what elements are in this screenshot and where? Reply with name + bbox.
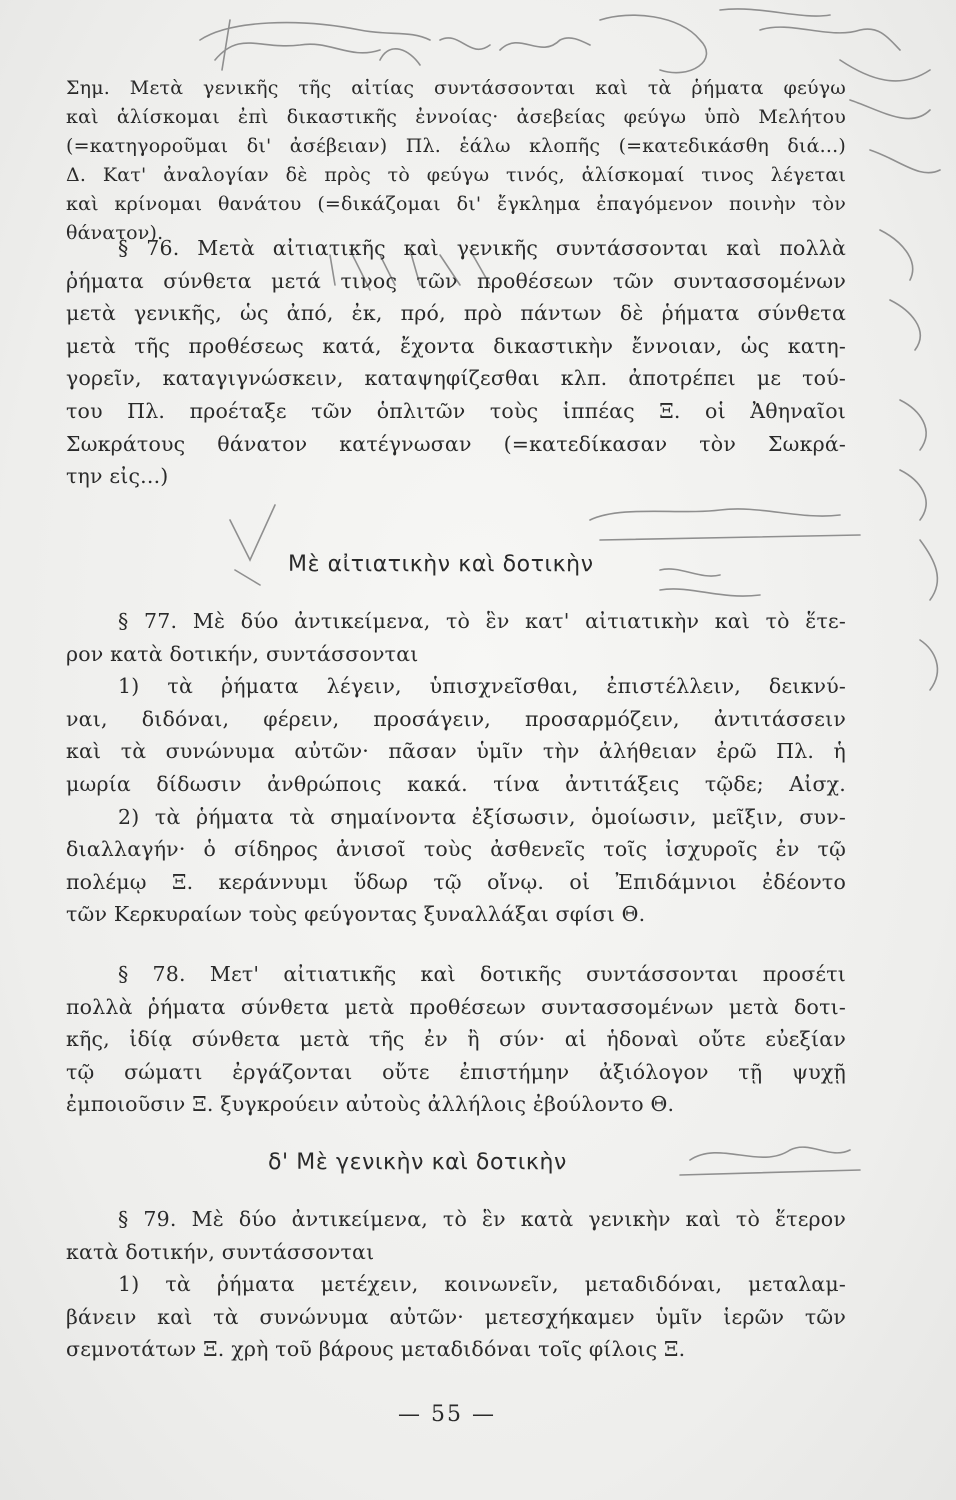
section-78 bbox=[66, 958, 846, 1121]
section-77-line: πολέμῳ Ξ. κεράννυμι ὕδωρ τῷ οἴνῳ. οἱ Ἐπιδάμνιοι ἐδέοντο bbox=[66, 869, 846, 894]
heading-accusative-dative: Μὲ αἰτιατικὴν καὶ δοτικὴν bbox=[288, 552, 594, 577]
section-77-line: ναι, διδόναι, φέρειν, προσάγειν, προσαρμόζειν, ἀντιτάσσειν bbox=[66, 706, 846, 731]
section-78-line: τῷ σώματι ἐργάζονται οὔτε ἐπιστήμην ἀξιόλογον τῇ ψυχῇ bbox=[66, 1059, 846, 1084]
section-77-line: § 77. Μὲ δύο ἀντικείμενα, τὸ ἓν κατ' αἰτιατικὴν καὶ τὸ ἕτε- bbox=[118, 609, 846, 633]
section-78-line: § 78. Μετ' αἰτιατικῆς καὶ δοτικῆς συντάσσονται προσέτι bbox=[118, 962, 846, 986]
section-78-line: πολλὰ ῥήματα σύνθετα μετὰ προθέσεων συντασσομένων μετὰ δοτι- bbox=[66, 994, 846, 1019]
section-77-line: μωρία δίδωσιν ἀνθρώποις κακά. τίνα ἀντιτάξεις τῷδε; Αἰσχ. bbox=[66, 771, 846, 796]
section-76-line: μετὰ γενικῆς, ὡς ἀπό, ἐκ, πρό, πρὸ πάντων δὲ ῥήματα σύνθετα bbox=[66, 301, 846, 326]
section-76-line: μετὰ τῆς προθέσεως κατά, ἔχοντα δικαστικὴν ἔννοιαν, ὡς κατη- bbox=[66, 333, 846, 358]
section-77-line: καὶ τὰ συνώνυμα αὐτῶν· πᾶσαν ὑμῖν τὴν ἀλήθειαν ἐρῶ Πλ. ἡ bbox=[66, 739, 846, 764]
section-76-line: Σωκράτους θάνατον κατέγνωσαν (=κατεδίκασαν τὸν Σωκρά- bbox=[66, 431, 846, 456]
note-line: (=κατηγοροῦμαι δι' ἀσέβειαν) Πλ. ἑάλω κλοπῆς (=κατεδικάσθη διά...) bbox=[66, 135, 846, 157]
section-78-line: ἐμποιοῦσιν Ξ. ξυγκρούειν αὐτοὺς ἀλλήλοις ἐβούλοντο Θ. bbox=[66, 1092, 675, 1117]
page-number: — 55 — bbox=[398, 1402, 496, 1427]
section-79-line: κατὰ δοτικήν, συντάσσονται bbox=[66, 1239, 375, 1264]
note-line: θάνατον). bbox=[66, 222, 164, 244]
section-79 bbox=[66, 1203, 846, 1366]
section-76-line: § 76. Μετὰ αἰτιατικῆς καὶ γενικῆς συντάσσονται καὶ πολλὰ bbox=[118, 236, 846, 260]
section-79-line: βάνειν καὶ τὰ συνώνυμα αὐτῶν· μετεσχήκαμεν ὑμῖν ἱερῶν τῶν bbox=[66, 1304, 846, 1329]
note-line: καὶ ἁλίσκομαι ἐπὶ δικαστικῆς ἐννοίας· ἀσεβείας φεύγω ὑπὸ Μελήτου bbox=[66, 106, 846, 128]
section-78-line: κῆς, ἰδίᾳ σύνθετα μετὰ τῆς ἐν ἢ σύν· αἱ ἡδοναὶ οὔτε εὐεξίαν bbox=[66, 1027, 846, 1052]
section-79-line: σεμνοτάτων Ξ. χρὴ τοῦ βάρους μεταδιδόναι τοῖς φίλοις Ξ. bbox=[66, 1337, 686, 1362]
section-79-line: § 79. Μὲ δύο ἀντικείμενα, τὸ ἓν κατὰ γενικὴν καὶ τὸ ἕτερον bbox=[118, 1207, 846, 1231]
section-76-line: ῥήματα σύνθετα μετά τινος τῶν προθέσεων τῶν συντασσομένων bbox=[66, 268, 846, 293]
note-paragraph bbox=[66, 74, 846, 248]
section-77-line: ρον κατὰ δοτικήν, συντάσσονται bbox=[66, 641, 419, 666]
section-77 bbox=[66, 605, 846, 931]
section-76-line: του Πλ. προέταξε τῶν ὁπλιτῶν τοὺς ἱππέας Ξ. οἱ Ἀθηναῖοι bbox=[66, 398, 846, 423]
section-77-line: διαλλαγήν· ὁ σίδηρος ἀνισοῖ τοὺς ἀσθενεῖς τοῖς ἰσχυροῖς ἐν τῷ bbox=[66, 837, 846, 862]
section-77-line: 1) τὰ ῥήματα λέγειν, ὑπισχνεῖσθαι, ἐπιστέλλειν, δεικνύ- bbox=[118, 674, 846, 699]
heading-genitive-dative: δ' Μὲ γενικὴν καὶ δοτικὴν bbox=[268, 1150, 567, 1175]
section-79-line: 1) τὰ ῥήματα μετέχειν, κοινωνεῖν, μεταδιδόναι, μεταλαμ- bbox=[118, 1272, 846, 1297]
section-77-line: 2) τὰ ῥήματα τὰ σημαίνοντα ἐξίσωσιν, ὁμοίωσιν, μεῖξιν, συν- bbox=[118, 804, 846, 829]
section-76 bbox=[66, 232, 846, 493]
section-77-line: τῶν Κερκυραίων τοὺς φεύγοντας ξυναλλάξαι σφίσι Θ. bbox=[66, 902, 646, 927]
section-76-line: την εἰς...) bbox=[66, 464, 169, 489]
note-line: Σημ. Μετὰ γενικῆς τῆς αἰτίας συντάσσονται καὶ τὰ ῥήματα φεύγω bbox=[66, 77, 846, 99]
section-76-line: γορεῖν, καταγιγνώσκειν, καταψηφίζεσθαι κλπ. ἀποτρέπει με τού- bbox=[66, 366, 846, 391]
note-line: καὶ κρίνομαι θανάτου (=δικάζομαι δι' ἔγκλημα ἐπαγόμενον ποινὴν τὸν bbox=[66, 193, 846, 215]
note-line: Δ. Κατ' ἀναλογίαν δὲ πρὸς τὸ φεύγω τινός, ἁλίσκομαί τινος λέγεται bbox=[66, 164, 846, 186]
